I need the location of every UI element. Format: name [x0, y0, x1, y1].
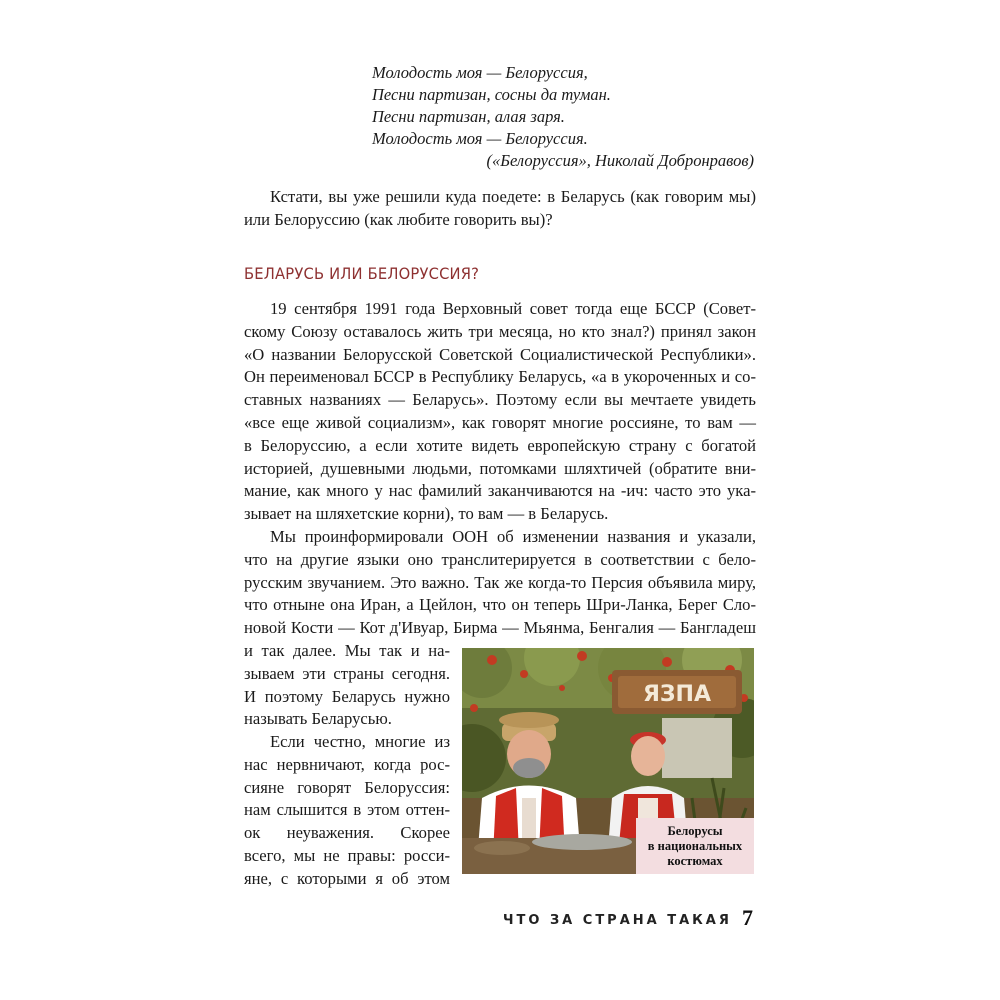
text-line: сияне говорят Белоруссия:: [244, 777, 450, 797]
text-line: что на другие языки оно транслитерируется в соответствии с бело-: [244, 549, 756, 569]
text-line: зывает на шляхетские корни), то вам — в Беларусь.: [244, 504, 609, 524]
text-line: русским звучанием. Это важно. Так же когда-то Персия объявила миру,: [244, 572, 756, 592]
poem-line: Молодость моя — Белоруссия,: [372, 63, 588, 82]
text-line: нам слышится в этом оттен-: [244, 800, 450, 820]
caption-line: костюмах: [667, 853, 723, 868]
text-line: «О названии Белорусской Советской Социалистической Республики».: [244, 344, 756, 364]
text-line: скому Союзу оставалось жить три месяца, но кто знал?) принял закон: [244, 321, 756, 341]
poem-attribution: («Белоруссия», Николай Добронравов): [486, 151, 754, 170]
text-line: новой Кости — Кот д'Ивуар, Бирма — Мьянма, Бенгалия — Бангладеш: [244, 618, 756, 638]
text-line: Кстати, вы уже решили куда поедете: в Беларусь (как говорим мы): [270, 187, 756, 206]
text-line: нас нервничают, когда рос-: [244, 754, 450, 774]
text-line: или Белоруссию (как любите говорить вы)?: [244, 209, 553, 229]
paragraph-1: [244, 298, 756, 526]
text-line: Он переименовал БССР в Республику Беларусь, «а в укороченных и со-: [244, 367, 756, 387]
paragraph-2-wrap: [244, 640, 450, 731]
intro-paragraph: [244, 186, 756, 232]
page-number: 7: [742, 905, 753, 930]
poem-line: Песни партизан, сосны да туман.: [372, 85, 611, 104]
text-line: что отныне она Иран, а Цейлон, что он теперь Шри-Ланка, Берег Сло-: [244, 595, 756, 615]
text-line: яне, с которыми я об этом: [244, 868, 450, 888]
paragraph-2: [244, 526, 756, 640]
text-line: ок неуважения. Скорее: [244, 823, 450, 843]
poem-line: Песни партизан, алая заря.: [372, 107, 565, 126]
text-line: Если честно, многие из: [270, 732, 450, 751]
caption-line: Белорусы: [667, 823, 723, 838]
text-line: зываем эти страны сегодня.: [244, 663, 450, 683]
text-line: историей, душевными людьми, потомками шляхтичей (обратите вни-: [244, 458, 756, 478]
poem-line: Молодость моя — Белоруссия.: [372, 129, 588, 148]
text-line: «все еще живой социализм», как говорят многие россияне, то вам —: [244, 412, 756, 432]
sign-text: ЯЗПА: [642, 682, 712, 707]
epigraph-poem: [372, 62, 762, 172]
text-line: в Белоруссию, а если хотите видеть европейскую страну с богатой: [244, 435, 756, 455]
text-line: ставных названиях — Беларусь». Поэтому если вы мечтаете увидеть: [244, 390, 756, 410]
section-heading: БЕЛАРУСЬ ИЛИ БЕЛОРУССИЯ?: [244, 264, 480, 283]
text-line: Мы проинформировали ООН об изменении названия и указали,: [270, 527, 756, 546]
paragraph-3: [244, 731, 450, 891]
text-line: называть Беларусью.: [244, 709, 392, 729]
caption-line: в национальных: [647, 838, 743, 853]
text-line: 19 сентября 1991 года Верховный совет тогда еще БССР (Совет-: [270, 299, 756, 318]
text-line: И поэтому Беларусь нужно: [244, 686, 450, 706]
text-line: и так далее. Мы так и на-: [244, 641, 450, 660]
photo-caption: [636, 818, 754, 874]
text-line: всего, мы не правы: росси-: [244, 845, 450, 865]
photo-belarusians-national-costumes: [462, 648, 754, 874]
running-title: ЧТО ЗА СТРАНА ТАКАЯ: [503, 913, 732, 928]
text-line: мание, как много у нас фамилий заканчиваются на -ич: часто это ука-: [244, 481, 756, 501]
